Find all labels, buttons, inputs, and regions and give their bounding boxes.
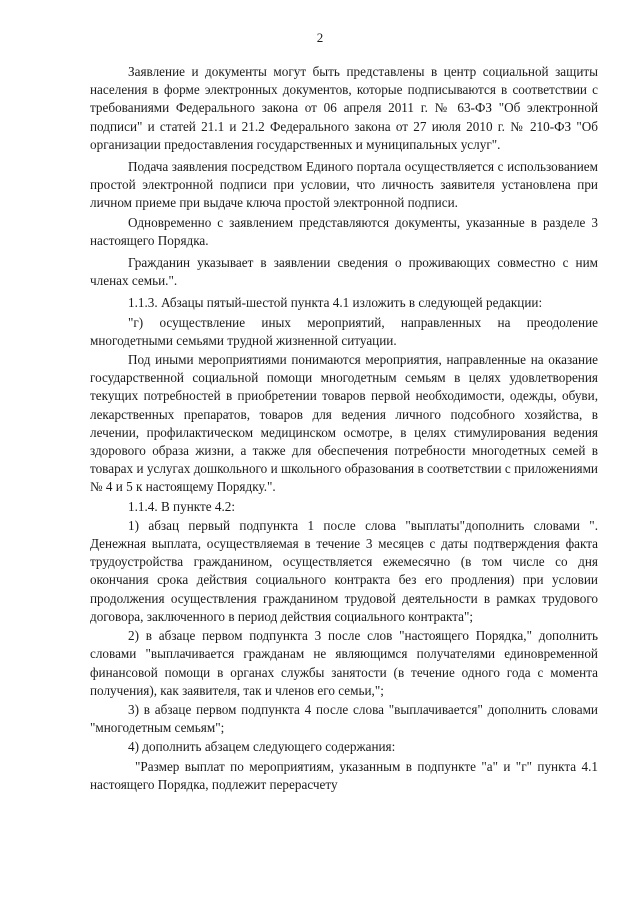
paragraph: 1) абзац первый подпункта 1 после слова "выплаты"дополнить словами ". Денежная выплата, осуществляемая в течение 3 месяцев с даты подтверждения факта трудоустройства гражданином, осуществляется ежемесячно (в том числе со дня окончания срока действия социального контракта без его продления) при условии продолжения осуществления гражданином трудовой деятельности в рамках трудового договора, заключенного в период действия социального контракта";: [90, 517, 598, 624]
paragraph: Под иными мероприятиями понимаются мероприятия, направленные на оказание государственной социальной помощи многодетным семьям в целях удовлетворения текущих потребностей в приобретении товаров первой необходимости, одежды, обуви, лекарственных препаратов, товаров для ведения личного подсобного хозяйства, в лечении, профилактическом медицинском осмотре, в целях стимулирования ведения здорового образа жизни, а также для обеспечения потребности многодетных семей в товарах и услугах дошкольного и школьного образования в соответствии с приложениями № 4 и 5 к настоящему Порядку.".: [90, 352, 598, 495]
page-number: 2: [316, 30, 324, 45]
paragraph: 1.1.4. В пункте 4.2:: [128, 498, 236, 514]
document-body: [90, 63, 598, 798]
paragraph: Заявление и документы могут быть представлены в центр социальной защиты населения в форме электронных документов, которые подписываются в соответствии с требованиями Федерального закона от 06 апреля 2011 г. № 63-ФЗ "Об электронной подписи" и статей 21.1 и 21.2 Федерального закона от 27 июля 2010 г. № 210-ФЗ "Об организации предоставления государственных и муниципальных услуг".: [90, 64, 598, 152]
paragraph: "г) осуществление иных мероприятий, направленных на преодоление многодетными семьями трудной жизненной ситуации.: [90, 314, 598, 348]
paragraph: 1.1.3. Абзацы пятый-шестой пункта 4.1 изложить в следующей редакции:: [128, 295, 543, 311]
paragraph: Одновременно с заявлением представляются документы, указанные в разделе 3 настоящего Порядка.: [90, 214, 598, 248]
paragraph: 4) дополнить абзацем следующего содержания:: [128, 739, 396, 755]
paragraph: "Размер выплат по мероприятиям, указанным в подпункте "а" и "г" пункта 4.1 настоящего Порядка, подлежит перерасчету: [90, 758, 598, 792]
paragraph: 3) в абзаце первом подпункта 4 после слова "выплачивается" дополнить словами "многодетным семьям";: [90, 701, 598, 736]
paragraph: Гражданин указывает в заявлении сведения о проживающих совместно с ним членах семьи.".: [90, 255, 598, 289]
paragraph: 2) в абзаце первом подпункта 3 после слов "настоящего Порядка," дополнить словами "выплачивается гражданам не являющимся получателями единовременной финансовой помощи в органах службы занятости (в течение одного года с момента получения), как заявителя, так и членов его семьи,";: [90, 628, 598, 698]
paragraph: Подача заявления посредством Единого портала осуществляется с использованием простой электронной подписи при условии, что личность заявителя установлена при личном приеме при выдаче ключа простой электронной подписи.: [90, 159, 598, 211]
